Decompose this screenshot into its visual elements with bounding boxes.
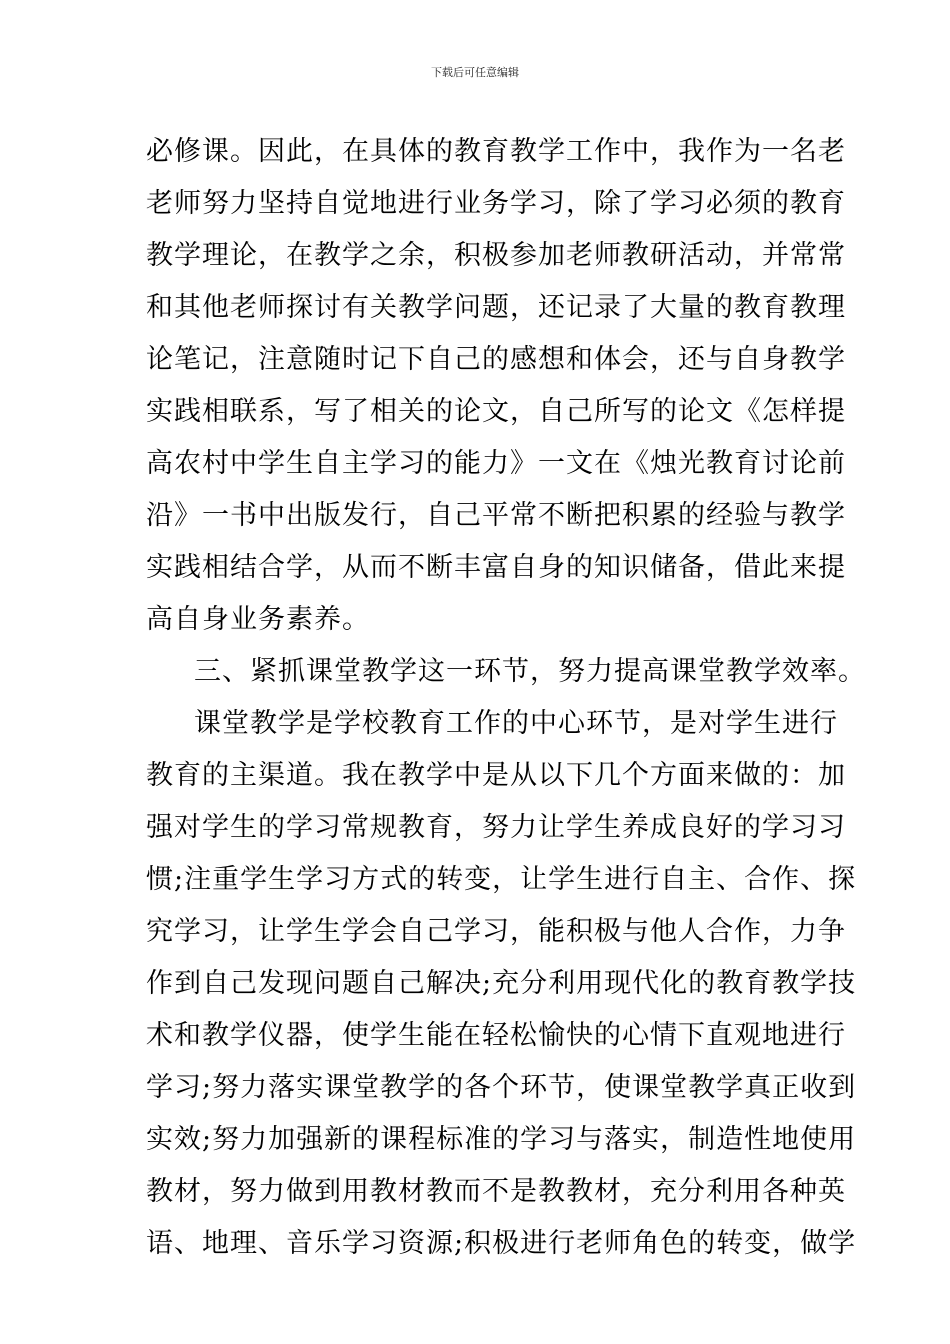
text-line: 教学理论，在教学之余，积极参加老师教研活动，并常常 (146, 240, 846, 271)
text-line: 必修课。因此，在具体的教育教学工作中，我作为一名老 (146, 136, 846, 167)
text-line: 学习;努力落实课堂教学的各个环节，使课堂教学真正收到 (146, 1072, 857, 1103)
text-line: 实效;努力加强新的课程标准的学习与落实，制造性地使用 (146, 1124, 857, 1155)
text-line: 沿》一书中出版发行，自己平常不断把积累的经验与教学 (146, 500, 846, 531)
section-heading: 三、紧抓课堂教学这一环节，努力提高课堂教学效率。 (194, 656, 866, 687)
text-line: 论笔记，注意随时记下自己的感想和体会，还与自身教学 (146, 344, 846, 375)
text-line: 究学习，让学生学会自己学习，能积极与他人合作，力争 (146, 916, 846, 947)
text-line: 强对学生的学习常规教育，努力让学生养成良好的学习习 (146, 812, 846, 843)
document-body (146, 126, 866, 1270)
text-line: 语、地理、音乐学习资源;积极进行老师角色的转变，做学 (146, 1228, 857, 1259)
paragraph-start-line: 课堂教学是学校教育工作的中心环节，是对学生进行 (194, 708, 838, 739)
page-header: 下载后可任意编辑 (431, 66, 519, 79)
text-line: 和其他老师探讨有关教学问题，还记录了大量的教育教理 (146, 292, 846, 323)
text-line: 高自身业务素养。 (146, 604, 370, 635)
text-line: 惯;注重学生学习方式的转变，让学生进行自主、合作、探 (146, 864, 857, 895)
text-line: 教材，努力做到用教材教而不是教教材，充分利用各种英 (146, 1176, 846, 1207)
text-line: 老师努力坚持自觉地进行业务学习，除了学习必须的教育 (146, 188, 846, 219)
text-line: 教育的主渠道。我在教学中是从以下几个方面来做的：加 (146, 760, 846, 791)
text-line: 实践相结合学，从而不断丰富自身的知识储备，借此来提 (146, 552, 846, 583)
text-line: 实践相联系，写了相关的论文，自己所写的论文《怎样提 (146, 396, 846, 427)
text-line: 高农村中学生自主学习的能力》一文在《烛光教育讨论前 (146, 448, 846, 479)
text-line: 作到自己发现问题自己解决;充分利用现代化的教育教学技 (146, 968, 857, 999)
text-line: 术和教学仪器，使学生能在轻松愉快的心情下直观地进行 (146, 1020, 846, 1051)
